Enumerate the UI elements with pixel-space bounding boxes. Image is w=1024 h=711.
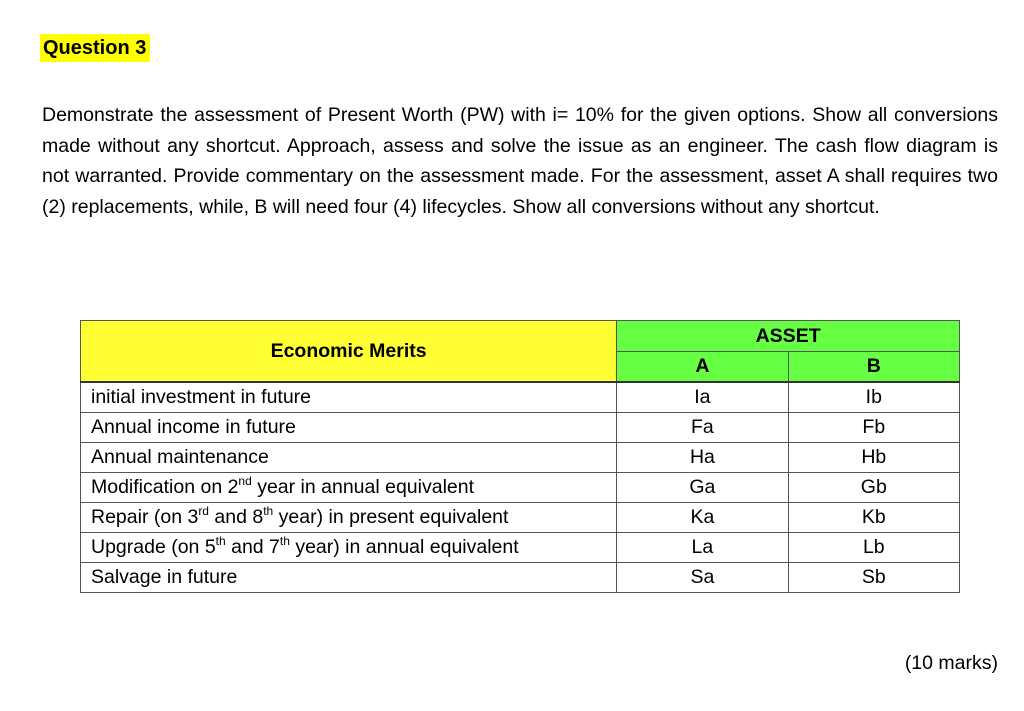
table-row [81, 503, 960, 533]
row-value-a: Ga [617, 473, 788, 503]
table-row [81, 473, 960, 503]
row-value-a: Ha [617, 443, 788, 473]
row-label: Annual income in future [81, 413, 617, 443]
row-value-b: Ib [788, 382, 959, 413]
header-asset: ASSET [617, 321, 960, 352]
row-label: Annual maintenance [81, 443, 617, 473]
table-row [81, 563, 960, 593]
table-row [81, 443, 960, 473]
row-label: Modification on 2nd year in annual equivalent [81, 473, 617, 503]
row-label: Repair (on 3rd and 8th year) in present equivalent [81, 503, 617, 533]
header-col-b: B [788, 352, 959, 383]
header-col-a: A [617, 352, 788, 383]
question-paragraph: Demonstrate the assessment of Present Worth (PW) with i= 10% for the given options. Show all conversions made without any shortcut. Approach, assess and solve the issue as an engineer. The cash flow diagram is not warranted. Provide commentary on the assessment made. For the assessment, asset A shall requires two (2) replacements, while, B will need four (4) lifecycles. Show all conversions without any shortcut. [42, 104, 998, 218]
marks-label: (10 marks) [904, 652, 998, 674]
row-value-b: Sb [788, 563, 959, 593]
row-value-a: Sa [617, 563, 788, 593]
row-label: Upgrade (on 5th and 7th year) in annual equivalent [81, 533, 617, 563]
economic-merits-table [80, 320, 960, 593]
row-value-b: Gb [788, 473, 959, 503]
table-row [81, 533, 960, 563]
row-value-b: Fb [788, 413, 959, 443]
row-value-a: Ia [617, 382, 788, 413]
header-economic-merits: Economic Merits [81, 321, 617, 383]
table-row [81, 382, 960, 413]
row-value-b: Kb [788, 503, 959, 533]
row-value-b: Lb [788, 533, 959, 563]
row-value-b: Hb [788, 443, 959, 473]
table-row [81, 413, 960, 443]
row-value-a: Fa [617, 413, 788, 443]
row-value-a: La [617, 533, 788, 563]
row-label: Salvage in future [81, 563, 617, 593]
question-title: Question 3 [40, 34, 150, 62]
row-label: initial investment in future [81, 382, 617, 413]
table-header-row [81, 321, 960, 352]
row-value-a: Ka [617, 503, 788, 533]
